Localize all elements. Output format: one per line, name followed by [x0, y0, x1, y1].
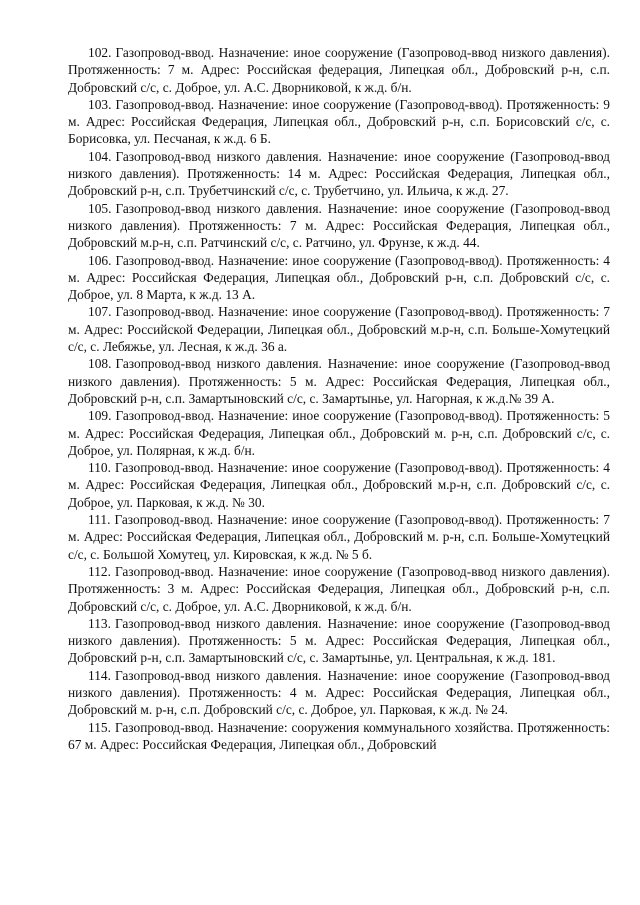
document-page: [68, 44, 610, 753]
list-item-111: [68, 511, 610, 563]
list-item-105: [68, 200, 610, 252]
item-number: 110.: [88, 460, 111, 476]
item-text: Газопровод-ввод низкого давления. Назначение: иное сооружение (Газопровод-ввод низкого давления). Протяженность: 4 м. Адрес: Российская Федерация, Липецкая обл., Добровский м. р-н, с.п. Добровский с/с, с. Доброе, ул. Парковая, к ж.д. № 24.: [68, 667, 610, 718]
item-text: Газопровод-ввод низкого давления. Назначение: иное сооружение (Газопровод-ввод низкого давления). Протяженность: 7 м. Адрес: Российская Федерация, Липецкая обл., Добровский м.р-н, с.п. Ратчинский с/с, с. Ратчино, ул. Фрунзе, к ж.д. 44.: [68, 200, 610, 251]
item-number: 115.: [88, 719, 111, 735]
list-item-114: [68, 667, 610, 719]
item-number: 108.: [88, 356, 112, 372]
list-item-102: [68, 44, 610, 96]
list-item-110: [68, 459, 610, 511]
item-text: Газопровод-ввод. Назначение: иное сооружение (Газопровод-ввод). Протяженность: 4 м. Адрес: Российская Федерация, Липецкая обл., Добровский р-н, с.п. Добровский с/с, с. Доброе, ул. 8 Марта, к ж.д. 13 А.: [68, 252, 610, 303]
item-text: Газопровод-ввод. Назначение: иное сооружение (Газопровод-ввод низкого давления). Протяженность: 3 м. Адрес: Российская Федерация, Липецкая обл., Добровский р-н, с.п. Добровский с/с, с. Доброе, ул. А.С. Дворниковой, к ж.д. б/н.: [68, 563, 610, 614]
item-number: 107.: [88, 304, 112, 320]
list-item-115: [68, 719, 610, 754]
list-item-113: [68, 615, 610, 667]
item-text: Газопровод-ввод низкого давления. Назначение: иное сооружение (Газопровод-ввод низкого давления). Протяженность: 5 м. Адрес: Российская Федерация, Липецкая обл., Добровский р-н, с.п. Замартыновский с/с, с. Замартынье, ул. Центральная, к ж.д. 181.: [68, 615, 610, 666]
item-text: Газопровод-ввод. Назначение: иное сооружение (Газопровод-ввод). Протяженность: 7 м. Адрес: Российской Федерации, Липецкая обл., Добровский м.р-н, с.п. Больше-Хомутецкий с/с, с. Лебяжье, ул. Лесная, к ж.д. 36 а.: [68, 304, 610, 355]
item-number: 104.: [88, 148, 112, 164]
item-number: 112.: [88, 563, 111, 579]
item-text: Газопровод-ввод. Назначение: иное сооружение (Газопровод-ввод). Протяженность: 4 м. Адрес: Российская Федерация, Липецкая обл., Добровский м.р-н, с.п. Добровский с/с, с. Доброе, ул. Парковая, к ж.д. № 30.: [68, 460, 610, 510]
list-item-103: [68, 96, 610, 148]
item-text: Газопровод-ввод. Назначение: иное сооружение (Газопровод-ввод). Протяженность: 5 м. Адрес: Российская Федерация, Липецкая обл., Добровский м. р-н, с.п. Добровский с/с, с. Доброе, ул. Полярная, к ж.д. б/н.: [68, 408, 610, 458]
item-number: 102.: [88, 45, 112, 60]
item-text: Газопровод-ввод. Назначение: иное сооружение (Газопровод-ввод низкого давления). Протяженность: 7 м. Адрес: Российская федерация, Липецкая обл., Добровский р-н, с.п. Добровский с/с, с. Доброе, ул. А.С. Дворниковой, к ж.д. б/н.: [68, 45, 610, 95]
list-item-112: [68, 563, 610, 615]
item-text: Газопровод-ввод. Назначение: иное сооружение (Газопровод-ввод). Протяженность: 7 м. Адрес: Российская Федерация, Липецкая обл., Добровский м. р-н, с.п. Больше-Хомутецкий с/с, с. Большой Хомутец, ул. Кировская, к ж.д. № 5 б.: [68, 512, 610, 562]
item-number: 111.: [88, 512, 111, 528]
item-text: Газопровод-ввод. Назначение: сооружения коммунального хозяйства. Протяженность: 67 м. Адрес: Российская Федерация, Липецкая обл., Добровский: [68, 719, 610, 752]
item-number: 105.: [88, 200, 112, 216]
item-number: 109.: [88, 408, 112, 424]
item-text: Газопровод-ввод низкого давления. Назначение: иное сооружение (Газопровод-ввод низкого давления). Протяженность: 14 м. Адрес: Российская Федерация, Липецкая обл., Добровский р-н, с.п. Трубетчинский с/с, с. Трубетчино, ул. Ильича, к ж.д. 27.: [68, 148, 610, 199]
item-number: 103.: [88, 96, 112, 112]
list-item-104: [68, 148, 610, 200]
item-text: Газопровод-ввод. Назначение: иное сооружение (Газопровод-ввод). Протяженность: 9 м. Адрес: Российская Федерация, Липецкая обл., Добровский р-н, с.п. Борисовский с/с, с. Борисовка, ул. Песчаная, к ж.д. 6 Б.: [68, 96, 610, 147]
list-item-109: [68, 407, 610, 459]
item-number: 113.: [88, 615, 111, 631]
list-item-106: [68, 252, 610, 304]
list-item-107: [68, 303, 610, 355]
item-number: 114.: [88, 667, 111, 683]
item-number: 106.: [88, 252, 112, 268]
list-item-108: [68, 355, 610, 407]
item-text: Газопровод-ввод низкого давления. Назначение: иное сооружение (Газопровод-ввод низкого давления). Протяженность: 5 м. Адрес: Российская Федерация, Липецкая обл., Добровский р-н, с.п. Замартыновский с/с, с. Замартынье, ул. Нагорная, к ж.д.№ 39 А.: [68, 356, 610, 406]
